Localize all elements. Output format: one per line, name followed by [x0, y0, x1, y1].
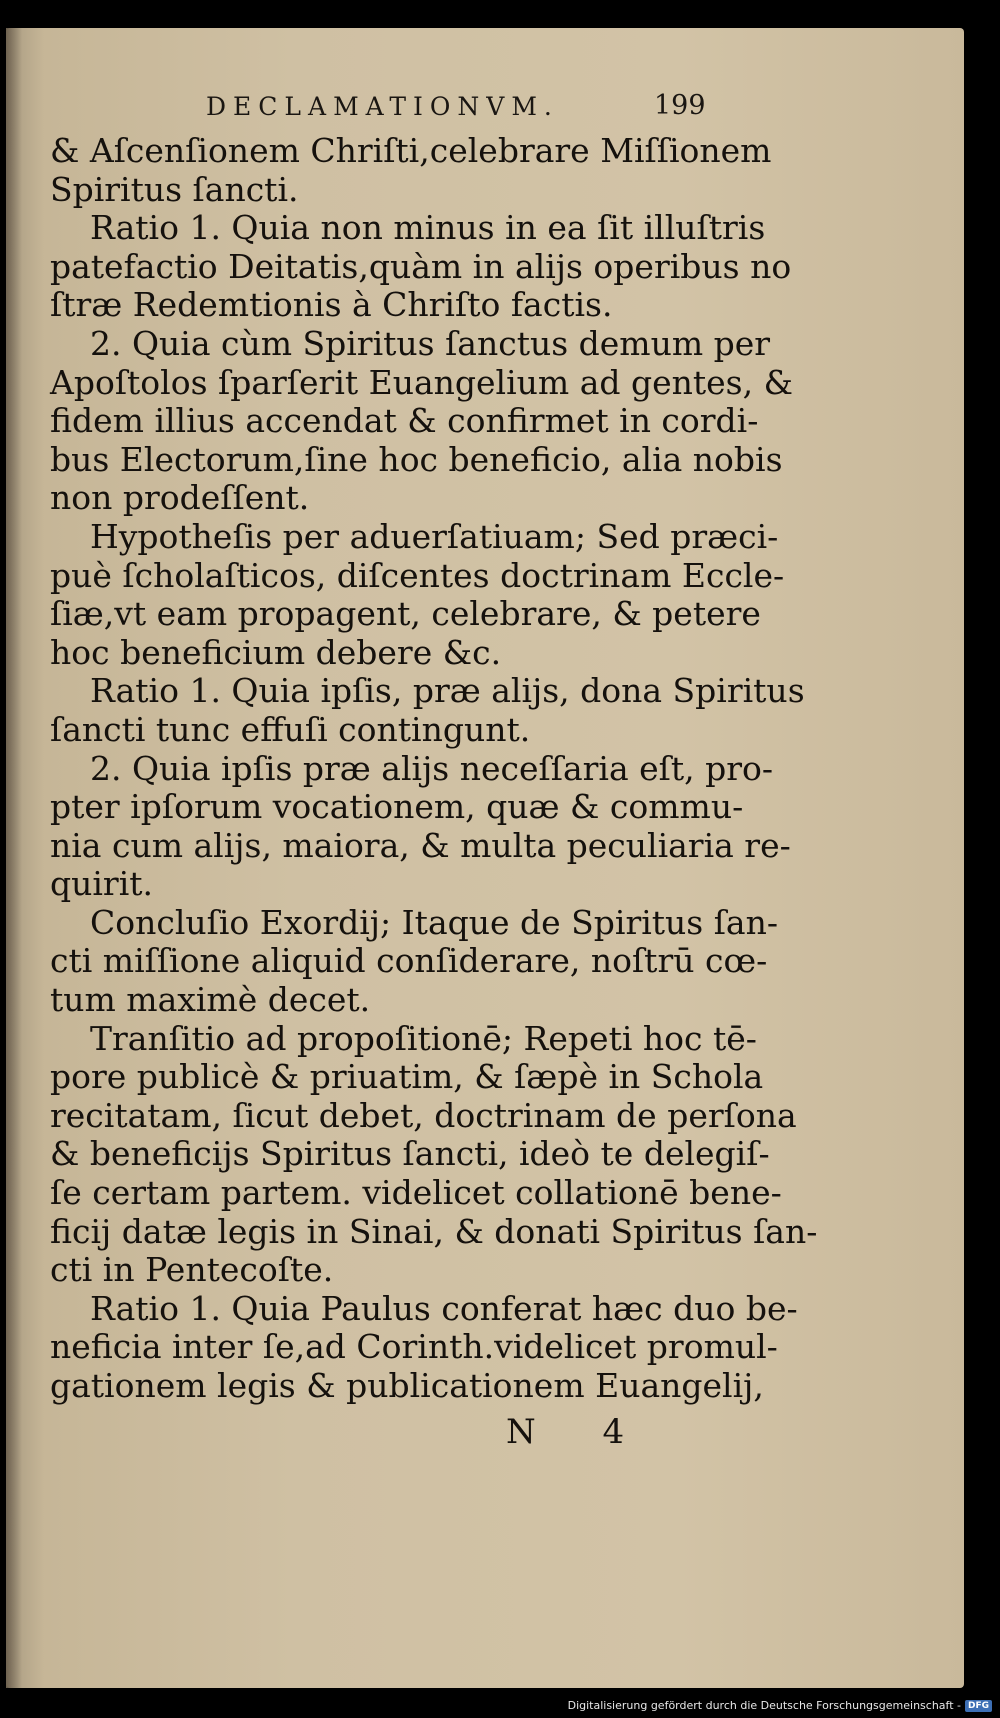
text-line: ſancti tunc effuſi contingunt.	[50, 709, 531, 749]
running-title: DECLAMATIONVM.	[206, 92, 559, 121]
text-line: Concluſio Exordij; Itaque de Spiritus ſan-	[90, 902, 779, 942]
text-line: pore publicè & priuatim, & ſæpè in Schola	[50, 1057, 764, 1097]
text-line: ficij datæ legis in Sinai, & donati Spiritus ſan-	[50, 1211, 818, 1251]
signature-mark: N 4	[506, 1412, 653, 1452]
text-line: 2. Quia ipſis præ alijs neceſſaria eſt, pro-	[90, 748, 774, 788]
text-line: Ratio 1. Quia Paulus conferat hæc duo be-	[90, 1288, 798, 1328]
text-line: Tranſitio ad propoſitionē; Repeti hoc tē-	[90, 1018, 757, 1058]
dfg-logo: DFG	[965, 1700, 992, 1712]
text-line: quirit.	[50, 864, 154, 904]
text-line: cti in Pentecoſte.	[50, 1250, 334, 1290]
text-line: & beneficijs Spiritus ſancti, ideò te delegiſ-	[50, 1134, 770, 1174]
text-line: pter ipſorum vocationem, quæ & commu-	[50, 787, 744, 827]
body-text	[50, 131, 818, 1406]
page-number: 199	[654, 90, 706, 121]
text-line: ſiæ,vt eam propagent, celebrare, & petere	[50, 594, 761, 634]
digitization-credit	[568, 1699, 992, 1712]
text-line: ſtræ Redemtionis à Chriſto factis.	[50, 285, 613, 325]
text-line: non prodeſſent.	[50, 478, 310, 518]
text-line: 2. Quia cùm Spiritus ſanctus demum per	[90, 323, 771, 363]
text-line: Spiritus ſancti.	[50, 169, 299, 209]
text-line: & Aſcenſionem Chriſti,celebrare Miſſionem	[50, 131, 772, 170]
text-line: puè ſcholaſticos, diſcentes doctrinam Eccle-	[50, 555, 785, 595]
text-line: gationem legis & publicationem Euangelij,	[50, 1366, 764, 1405]
text-line: hoc beneficium debere &c.	[50, 632, 502, 672]
book-page	[6, 28, 964, 1688]
text-line: cti miſſione aliquid conſiderare, noſtrū cœ-	[50, 941, 768, 981]
text-line: ſe certam partem. videlicet collationē bene-	[50, 1173, 782, 1213]
text-line: recitatam, ſicut debet, doctrinam de perſona	[50, 1095, 797, 1135]
text-line: bus Electorum,ſine hoc beneficio, alia nobis	[50, 439, 783, 479]
text-line: Apoſtolos ſparſerit Euangelium ad gentes, &	[50, 362, 793, 402]
page-header	[6, 88, 964, 128]
text-line: patefactio Deitatis,quàm in alijs operibus no	[50, 246, 792, 286]
text-line: nia cum alijs, maiora, & multa peculiaria re-	[50, 825, 791, 865]
text-line: fidem illius accendat & confirmet in cordi-	[50, 401, 759, 441]
text-line: Hypotheſis per aduerſatiuam; Sed præci-	[90, 516, 779, 556]
credit-text: Digitalisierung gefördert durch die Deutsche Forschungsgemeinschaft -	[567, 1699, 961, 1712]
text-line: tum maximè decet.	[50, 980, 371, 1020]
text-line: Ratio 1. Quia non minus in ea ſit illuſtris	[90, 208, 766, 248]
text-line: neficia inter ſe,ad Corinth.videlicet promul-	[50, 1327, 778, 1367]
text-line: Ratio 1. Quia ipſis, præ alijs, dona Spiritus	[90, 671, 805, 711]
